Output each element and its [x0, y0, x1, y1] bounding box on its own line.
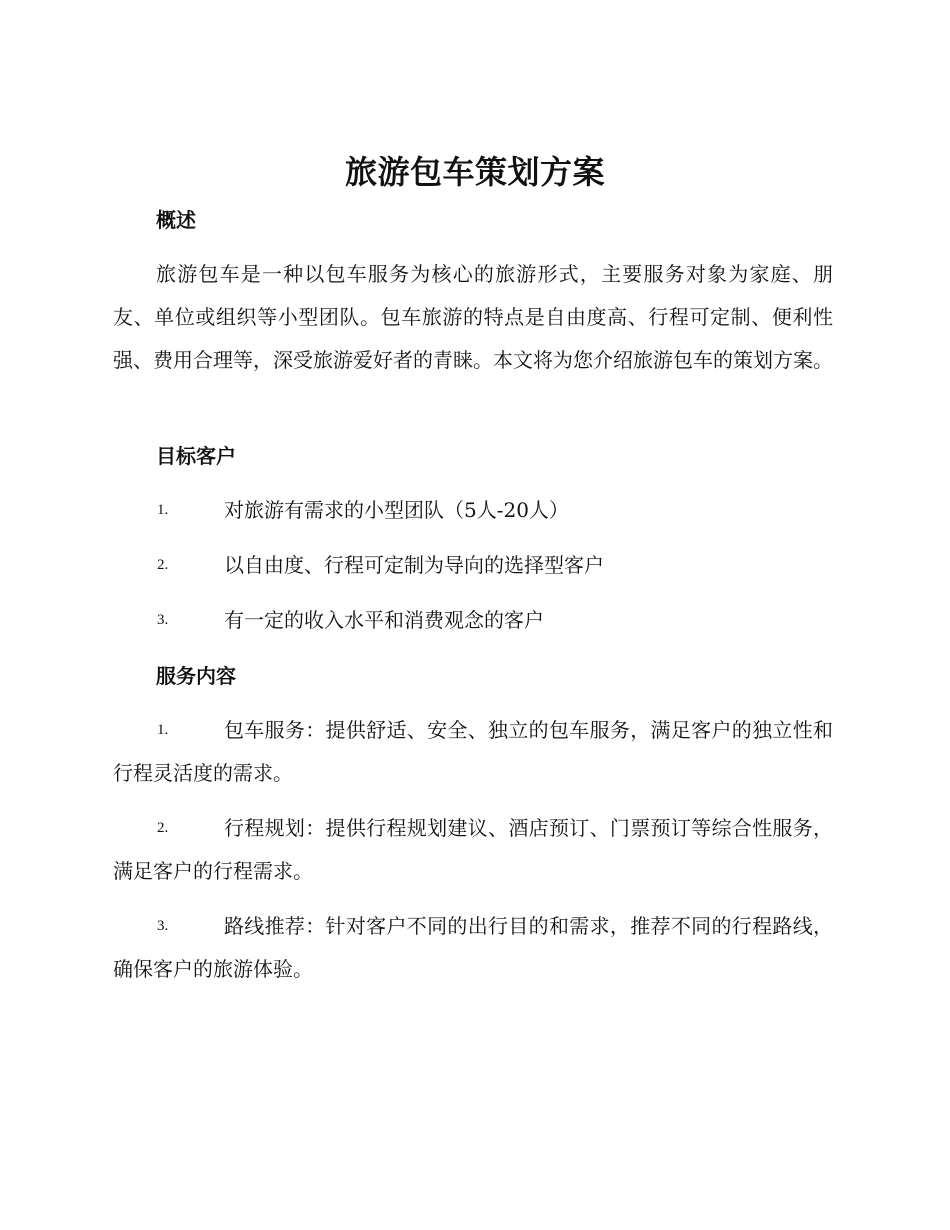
list-item-text: 行程规划：提供行程规划建议、酒店预订、门票预订等综合性服务，满足客户的行程需求。 — [113, 816, 833, 883]
list-item-number: 2. — [157, 820, 169, 836]
list-item — [113, 544, 833, 587]
list-item-number: 3. — [157, 612, 169, 628]
list-item — [113, 599, 833, 642]
overview-paragraph: 旅游包车是一种以包车服务为核心的旅游形式，主要服务对象为家庭、朋友、单位或组织等小型团队。包车旅游的特点是自由度高、行程可定制、便利性强、费用合理等，深受旅游爱好者的青睐。本文将为您介绍旅游包车的策划方案。 — [113, 262, 833, 372]
section-heading-target-customers: 目标客户 — [156, 444, 236, 468]
list-item-text: 有一定的收入水平和消费观念的客户 — [224, 608, 544, 632]
list-item-number: 1. — [157, 502, 169, 518]
list-item-text: 对旅游有需求的小型团队（5人-20人） — [224, 498, 569, 522]
list-item-number: 3. — [157, 918, 169, 934]
section-heading-overview: 概述 — [156, 208, 196, 232]
document-title: 旅游包车策划方案 — [344, 153, 605, 191]
list-item-text: 包车服务：提供舒适、安全、独立的包车服务，满足客户的独立性和行程灵活度的需求。 — [113, 718, 833, 785]
list-item-text: 以自由度、行程可定制为导向的选择型客户 — [224, 553, 604, 577]
list-item — [113, 905, 833, 991]
section-heading-services: 服务内容 — [156, 664, 236, 688]
list-item — [113, 709, 833, 795]
list-item-number: 2. — [157, 557, 169, 573]
list-item — [113, 489, 833, 532]
list-item-number: 1. — [157, 722, 169, 738]
list-item — [113, 807, 833, 893]
list-item-text: 路线推荐：针对客户不同的出行目的和需求，推荐不同的行程路线，确保客户的旅游体验。 — [113, 914, 833, 981]
